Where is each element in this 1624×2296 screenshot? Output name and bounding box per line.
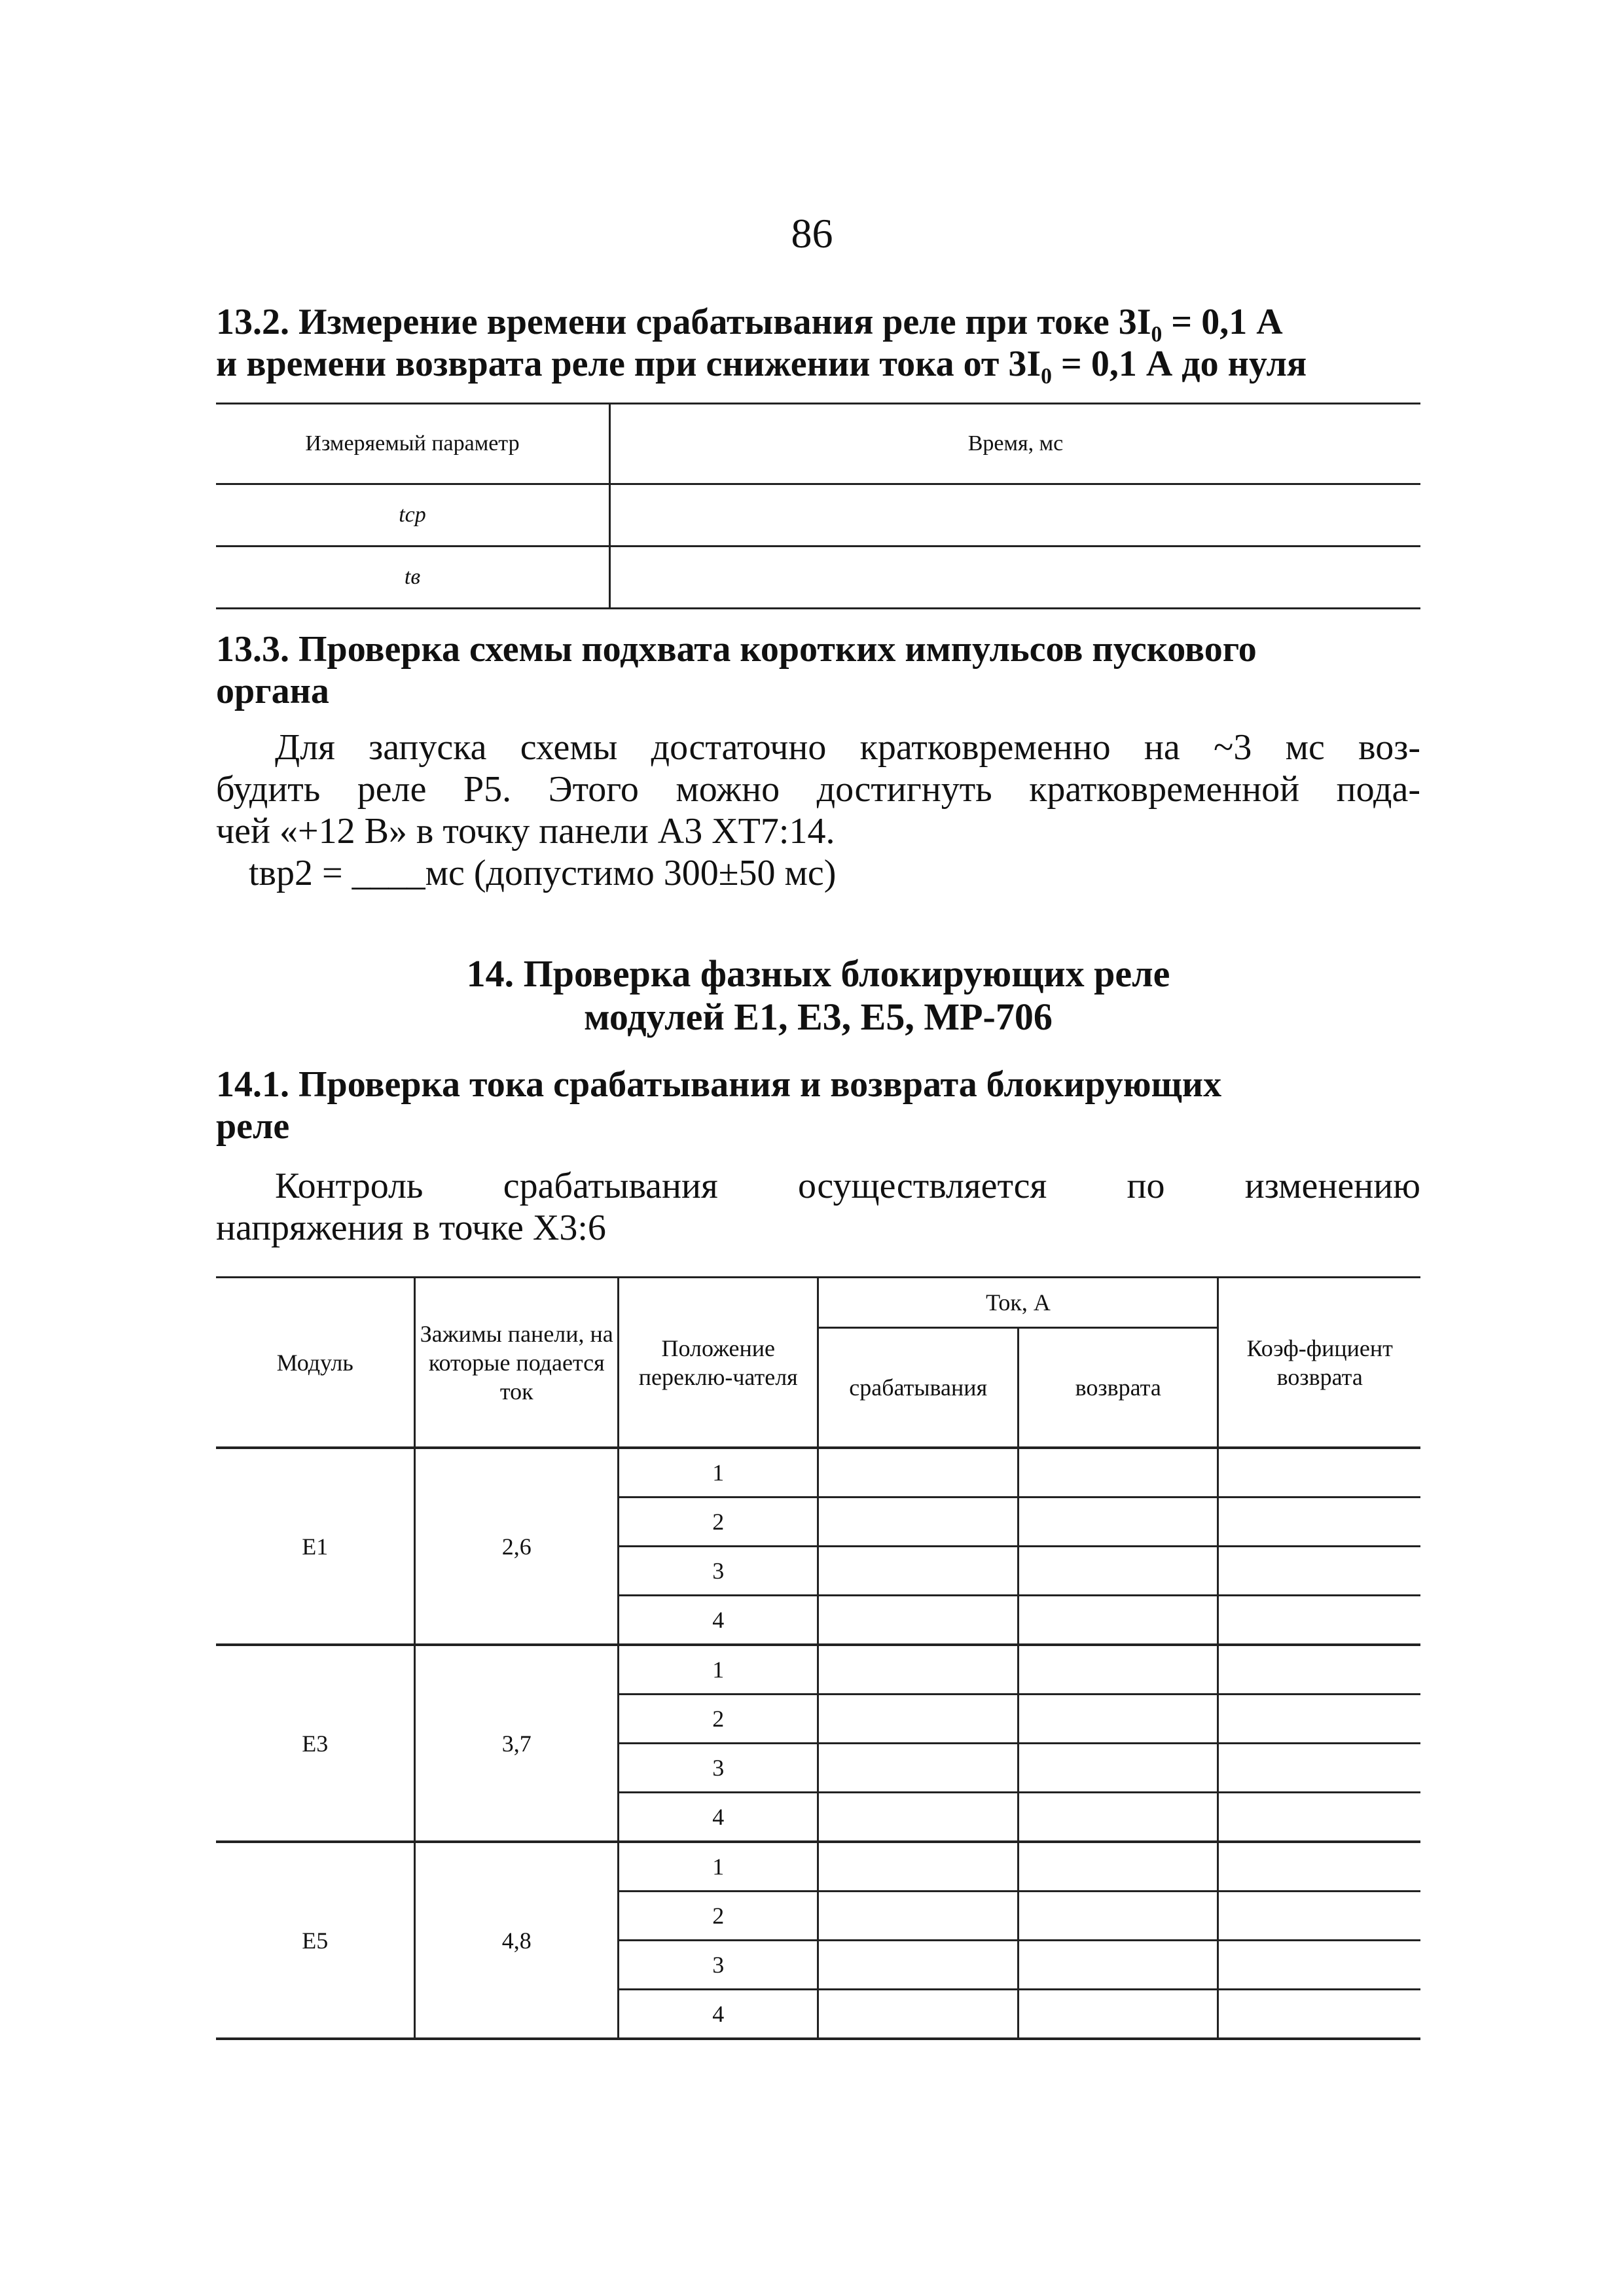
trip-cell <box>818 1744 1018 1793</box>
return-cell <box>1018 1547 1218 1596</box>
position-cell: 3 <box>619 1547 818 1596</box>
heading-line: модулей Е1, Е3, Е5, МР-706 <box>584 996 1053 1038</box>
trip-cell <box>818 1596 1018 1645</box>
trip-cell <box>818 1547 1018 1596</box>
paragraph-line: Контроль срабатывания осуществляется по изменению <box>275 1166 1420 1206</box>
value-cell <box>610 484 1421 547</box>
table-header-row <box>216 1278 1420 1328</box>
heading-line: реле <box>216 1106 290 1147</box>
section-13-3-heading <box>216 628 1420 712</box>
heading-line: 14. Проверка фазных блокирующих реле <box>466 952 1170 995</box>
position-cell: 2 <box>619 1498 818 1547</box>
return-cell <box>1018 1448 1218 1498</box>
return-cell <box>1018 1793 1218 1842</box>
coef-cell <box>1218 1547 1420 1596</box>
return-cell <box>1018 1744 1218 1793</box>
paragraph-line: будить реле Р5. Этого можно достигнуть кратковременной пода- <box>216 769 1420 810</box>
trip-cell <box>818 1941 1018 1990</box>
table-row <box>216 1645 1420 1695</box>
position-cell: 1 <box>619 1645 818 1695</box>
position-cell: 2 <box>619 1695 818 1744</box>
module-cell: Е5 <box>216 1842 415 2039</box>
coef-cell <box>1218 1941 1420 1990</box>
return-cell <box>1018 1695 1218 1744</box>
trip-cell <box>818 1990 1018 2039</box>
section-13-2-heading <box>216 301 1420 385</box>
return-cell <box>1018 1645 1218 1695</box>
measurement-line: tвр2 = ____мс (допустимо 300±50 мс) <box>249 853 837 893</box>
coef-cell <box>1218 1793 1420 1842</box>
position-cell: 1 <box>619 1842 818 1892</box>
position-cell: 4 <box>619 1793 818 1842</box>
section-14-1-paragraph <box>216 1165 1420 1249</box>
column-header-coef: Коэф-фициент возврата <box>1218 1278 1420 1448</box>
position-cell: 1 <box>619 1448 818 1498</box>
coef-cell <box>1218 1596 1420 1645</box>
column-header-param: Измеряемый параметр <box>216 404 610 484</box>
coef-cell <box>1218 1498 1420 1547</box>
table-row <box>216 1448 1420 1498</box>
column-header-module: Модуль <box>216 1278 415 1448</box>
coef-cell <box>1218 1842 1420 1892</box>
heading-line: 13.2. Измерение времени срабатывания реле при токе 3I₀ = 0,1 А <box>216 302 1283 342</box>
table-row <box>216 484 1420 547</box>
heading-line: и времени возврата реле при снижении тока от 3I₀ = 0,1 А до нуля <box>216 344 1307 384</box>
column-header-current: Ток, А <box>818 1278 1218 1328</box>
blocking-relay-table <box>216 1276 1420 2040</box>
section-13-3-paragraph <box>216 726 1420 894</box>
param-cell: tв <box>216 547 610 609</box>
position-cell: 4 <box>619 1990 818 2039</box>
value-cell <box>610 547 1421 609</box>
column-header-clamps: Зажимы панели, на которые подается ток <box>415 1278 619 1448</box>
trip-cell <box>818 1448 1018 1498</box>
position-cell: 3 <box>619 1744 818 1793</box>
position-cell: 3 <box>619 1941 818 1990</box>
return-cell <box>1018 1596 1218 1645</box>
return-cell <box>1018 1498 1218 1547</box>
table-row <box>216 1842 1420 1892</box>
return-cell <box>1018 1941 1218 1990</box>
return-cell <box>1018 1842 1218 1892</box>
column-header-time: Время, мс <box>610 404 1421 484</box>
trip-cell <box>818 1695 1018 1744</box>
paragraph-line: Для запуска схемы достаточно кратковременно на ~3 мс воз- <box>275 727 1420 768</box>
heading-line: 13.3. Проверка схемы подхвата коротких импульсов пускового <box>216 629 1257 670</box>
trip-cell <box>818 1793 1018 1842</box>
trip-cell <box>818 1498 1018 1547</box>
table-header-row <box>216 404 1420 484</box>
param-cell: tср <box>216 484 610 547</box>
table-row <box>216 547 1420 609</box>
clamps-cell: 3,7 <box>415 1645 619 1842</box>
trip-cell <box>818 1645 1018 1695</box>
clamps-cell: 2,6 <box>415 1448 619 1645</box>
paragraph-line: чей «+12 В» в точку панели А3 ХТ7:14. <box>216 811 835 852</box>
coef-cell <box>1218 1892 1420 1941</box>
return-cell <box>1018 1892 1218 1941</box>
module-cell: Е1 <box>216 1448 415 1645</box>
time-measurement-table <box>216 403 1420 609</box>
page-number: 86 <box>791 210 833 257</box>
module-cell: Е3 <box>216 1645 415 1842</box>
coef-cell <box>1218 1744 1420 1793</box>
trip-cell <box>818 1892 1018 1941</box>
column-header-switch: Положение переклю-чателя <box>619 1278 818 1448</box>
column-header-return: возврата <box>1018 1328 1218 1448</box>
coef-cell <box>1218 1695 1420 1744</box>
heading-line: органа <box>216 671 329 711</box>
coef-cell <box>1218 1645 1420 1695</box>
section-14-1-heading <box>216 1064 1420 1147</box>
section-14-heading <box>216 952 1420 1039</box>
coef-cell <box>1218 1990 1420 2039</box>
heading-line: 14.1. Проверка тока срабатывания и возврата блокирующих <box>216 1064 1222 1105</box>
position-cell: 2 <box>619 1892 818 1941</box>
column-header-trip: срабатывания <box>818 1328 1018 1448</box>
return-cell <box>1018 1990 1218 2039</box>
position-cell: 4 <box>619 1596 818 1645</box>
trip-cell <box>818 1842 1018 1892</box>
clamps-cell: 4,8 <box>415 1842 619 2039</box>
coef-cell <box>1218 1448 1420 1498</box>
paragraph-line: напряжения в точке Х3:6 <box>216 1208 606 1248</box>
